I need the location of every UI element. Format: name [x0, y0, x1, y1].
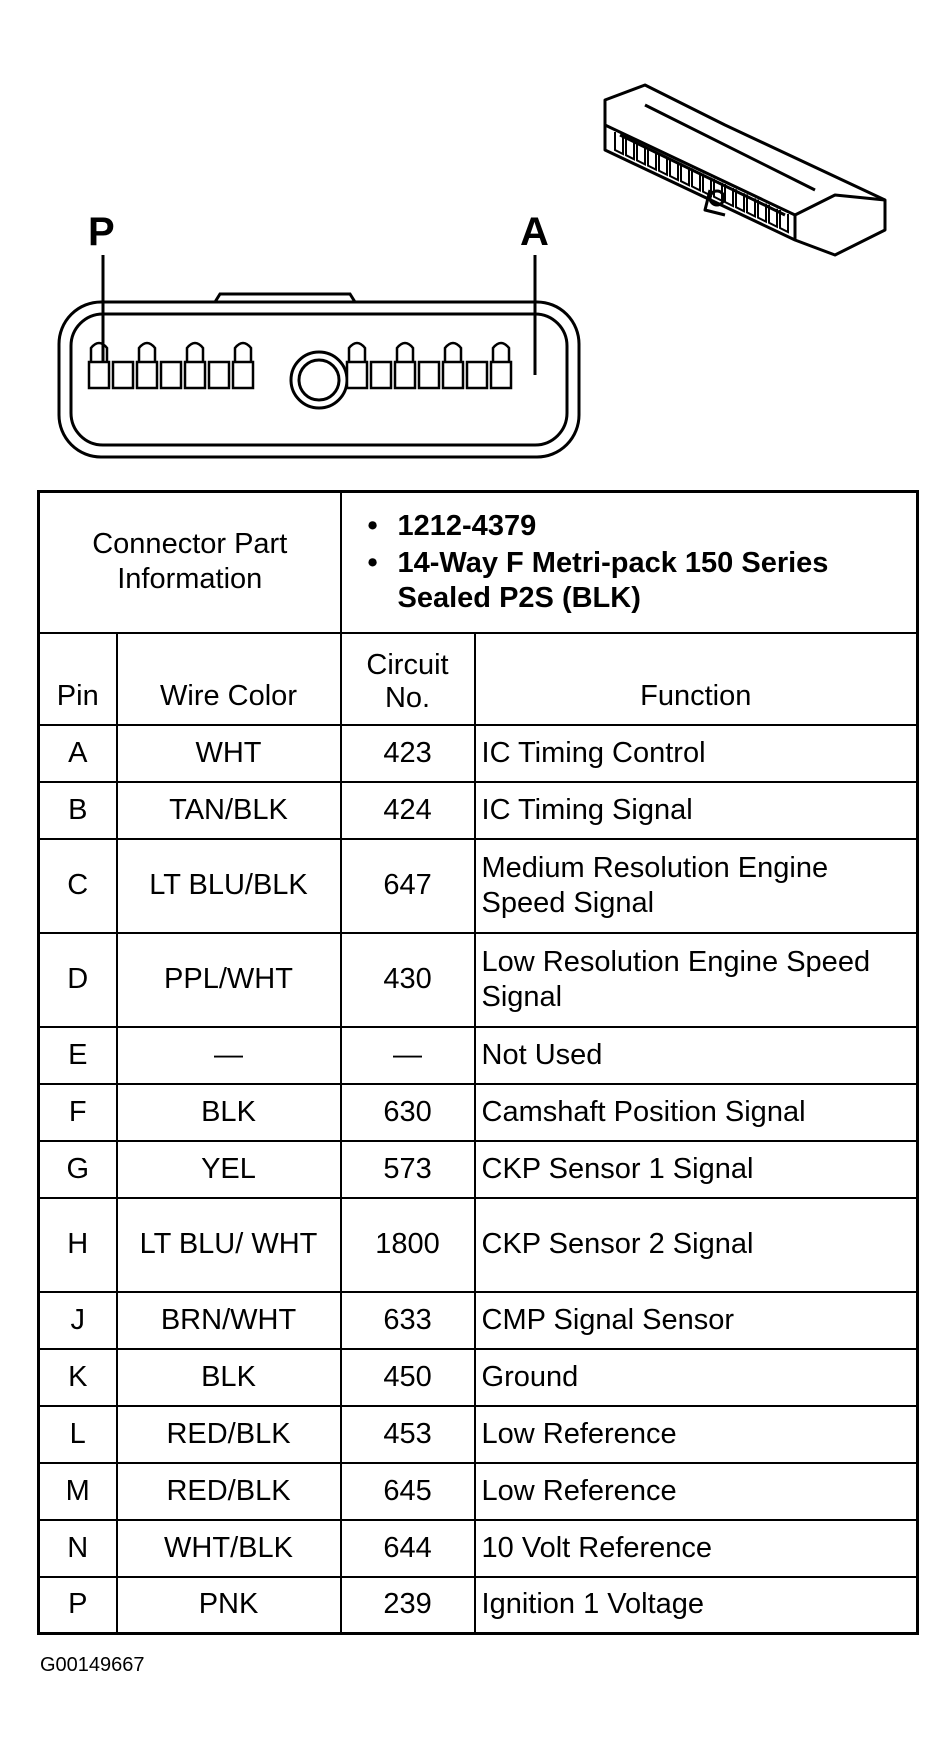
function-cell: CKP Sensor 1 Signal — [475, 1141, 918, 1198]
table-row — [39, 725, 918, 782]
pin-cell: D — [39, 933, 117, 1027]
function-cell: Low Reference — [475, 1406, 918, 1463]
cavity-lock-tab — [235, 343, 251, 362]
circuit-no-cell: 647 — [341, 839, 475, 933]
table-row — [39, 1198, 918, 1292]
connector-cavity — [89, 362, 109, 388]
connector-info-row — [39, 492, 918, 633]
connector-face-diagram — [55, 250, 595, 460]
function-cell: Not Used — [475, 1027, 918, 1084]
circuit-no-cell: 430 — [341, 933, 475, 1027]
pin-rows — [39, 725, 918, 1634]
pin-cell: J — [39, 1292, 117, 1349]
pin-column-header: Pin — [39, 633, 117, 725]
wire-color-cell: LT BLU/ WHT — [117, 1198, 341, 1292]
table-row — [39, 933, 918, 1027]
pin-cell: E — [39, 1027, 117, 1084]
connector-center-post-inner — [299, 360, 339, 400]
wire-color-cell: RED/BLK — [117, 1463, 341, 1520]
function-cell: IC Timing Signal — [475, 782, 918, 839]
connector-cavity — [395, 362, 415, 388]
table-row — [39, 1349, 918, 1406]
wire-color-cell: YEL — [117, 1141, 341, 1198]
table-row — [39, 1292, 918, 1349]
function-cell: Ground — [475, 1349, 918, 1406]
pin-cell: G — [39, 1141, 117, 1198]
connector-cavity — [443, 362, 463, 388]
table-row — [39, 1141, 918, 1198]
iso-cavity-ribs — [615, 132, 788, 232]
pin-cell: F — [39, 1084, 117, 1141]
connector-cavity — [491, 362, 511, 388]
circuit-no-cell: 424 — [341, 782, 475, 839]
connector-cavity — [161, 362, 181, 388]
pinout-table-container — [37, 490, 916, 1629]
wire-color-column-header: Wire Color — [117, 633, 341, 725]
connector-cavity — [185, 362, 205, 388]
table-row — [39, 1463, 918, 1520]
circuit-no-cell: 1800 — [341, 1198, 475, 1292]
column-header-row — [39, 633, 918, 725]
table-row — [39, 1027, 918, 1084]
connector-description: • 14-Way F Metri-pack 150 Series Sealed P2S (BLK) — [368, 546, 911, 616]
table-row — [39, 1084, 918, 1141]
wire-color-cell: BRN/WHT — [117, 1292, 341, 1349]
connector-cavity — [371, 362, 391, 388]
cavity-lock-tab — [349, 343, 365, 362]
pin-p-label: P — [88, 210, 115, 254]
circuit-no-cell: 645 — [341, 1463, 475, 1520]
function-cell: CMP Signal Sensor — [475, 1292, 918, 1349]
cavity-lock-tab — [493, 343, 509, 362]
wire-color-cell: PPL/WHT — [117, 933, 341, 1027]
pin-cell: N — [39, 1520, 117, 1577]
connector-part-info — [341, 492, 918, 633]
wire-color-cell: TAN/BLK — [117, 782, 341, 839]
circuit-no-cell: 573 — [341, 1141, 475, 1198]
pin-cell: B — [39, 782, 117, 839]
pin-a-label: A — [520, 210, 549, 254]
cavity-lock-tab — [187, 343, 203, 362]
iso-top-edge — [795, 195, 885, 215]
wire-color-cell: LT BLU/BLK — [117, 839, 341, 933]
pin-cell: M — [39, 1463, 117, 1520]
wire-color-cell: WHT — [117, 725, 341, 782]
connector-cavity — [467, 362, 487, 388]
pin-cell: L — [39, 1406, 117, 1463]
figure-code: G00149667 — [40, 1654, 145, 1676]
circuit-no-cell: 630 — [341, 1084, 475, 1141]
wire-color-cell: PNK — [117, 1577, 341, 1634]
iso-body-outline — [605, 85, 885, 255]
circuit-no-cell: 423 — [341, 725, 475, 782]
pin-cell: C — [39, 839, 117, 933]
table-row — [39, 782, 918, 839]
table-row — [39, 1520, 918, 1577]
wire-color-cell: — — [117, 1027, 341, 1084]
function-cell: Ignition 1 Voltage — [475, 1577, 918, 1634]
part-info-list — [348, 501, 911, 623]
connector-info-label: Connector Part Information — [39, 492, 341, 633]
circuit-no-cell: 450 — [341, 1349, 475, 1406]
function-cell: Camshaft Position Signal — [475, 1084, 918, 1141]
function-cell: 10 Volt Reference — [475, 1520, 918, 1577]
connector-isometric-view — [585, 80, 895, 280]
wire-color-cell: BLK — [117, 1349, 341, 1406]
circuit-no-cell: 633 — [341, 1292, 475, 1349]
pin-cell: K — [39, 1349, 117, 1406]
cavity-lock-tab — [397, 343, 413, 362]
circuit-no-cell: 239 — [341, 1577, 475, 1634]
table-row — [39, 1406, 918, 1463]
wire-color-cell: BLK — [117, 1084, 341, 1141]
function-cell: CKP Sensor 2 Signal — [475, 1198, 918, 1292]
pin-cell: H — [39, 1198, 117, 1292]
connector-cavity — [347, 362, 367, 388]
table-row — [39, 839, 918, 933]
connector-cavity — [209, 362, 229, 388]
connector-cavity — [137, 362, 157, 388]
cavity-lock-tab — [445, 343, 461, 362]
connector-cavity — [419, 362, 439, 388]
table-row — [39, 1577, 918, 1634]
part-number: • 1212-4379 — [368, 509, 911, 544]
function-column-header: Function — [475, 633, 918, 725]
function-cell: IC Timing Control — [475, 725, 918, 782]
pin-cell: A — [39, 725, 117, 782]
cavity-lock-tab — [139, 343, 155, 362]
wire-color-cell: RED/BLK — [117, 1406, 341, 1463]
pinout-table — [37, 490, 919, 1635]
connector-cavity — [113, 362, 133, 388]
circuit-no-cell: — — [341, 1027, 475, 1084]
circuit-no-cell: 453 — [341, 1406, 475, 1463]
pin-cell: P — [39, 1577, 117, 1634]
function-cell: Low Reference — [475, 1463, 918, 1520]
circuit-no-column-header: Circuit No. — [341, 633, 475, 725]
wire-color-cell: WHT/BLK — [117, 1520, 341, 1577]
function-cell: Medium Resolution Engine Speed Signal — [475, 839, 918, 933]
function-cell: Low Resolution Engine Speed Signal — [475, 933, 918, 1027]
circuit-no-cell: 644 — [341, 1520, 475, 1577]
connector-cavity — [233, 362, 253, 388]
cavity-lock-tab — [91, 343, 107, 362]
